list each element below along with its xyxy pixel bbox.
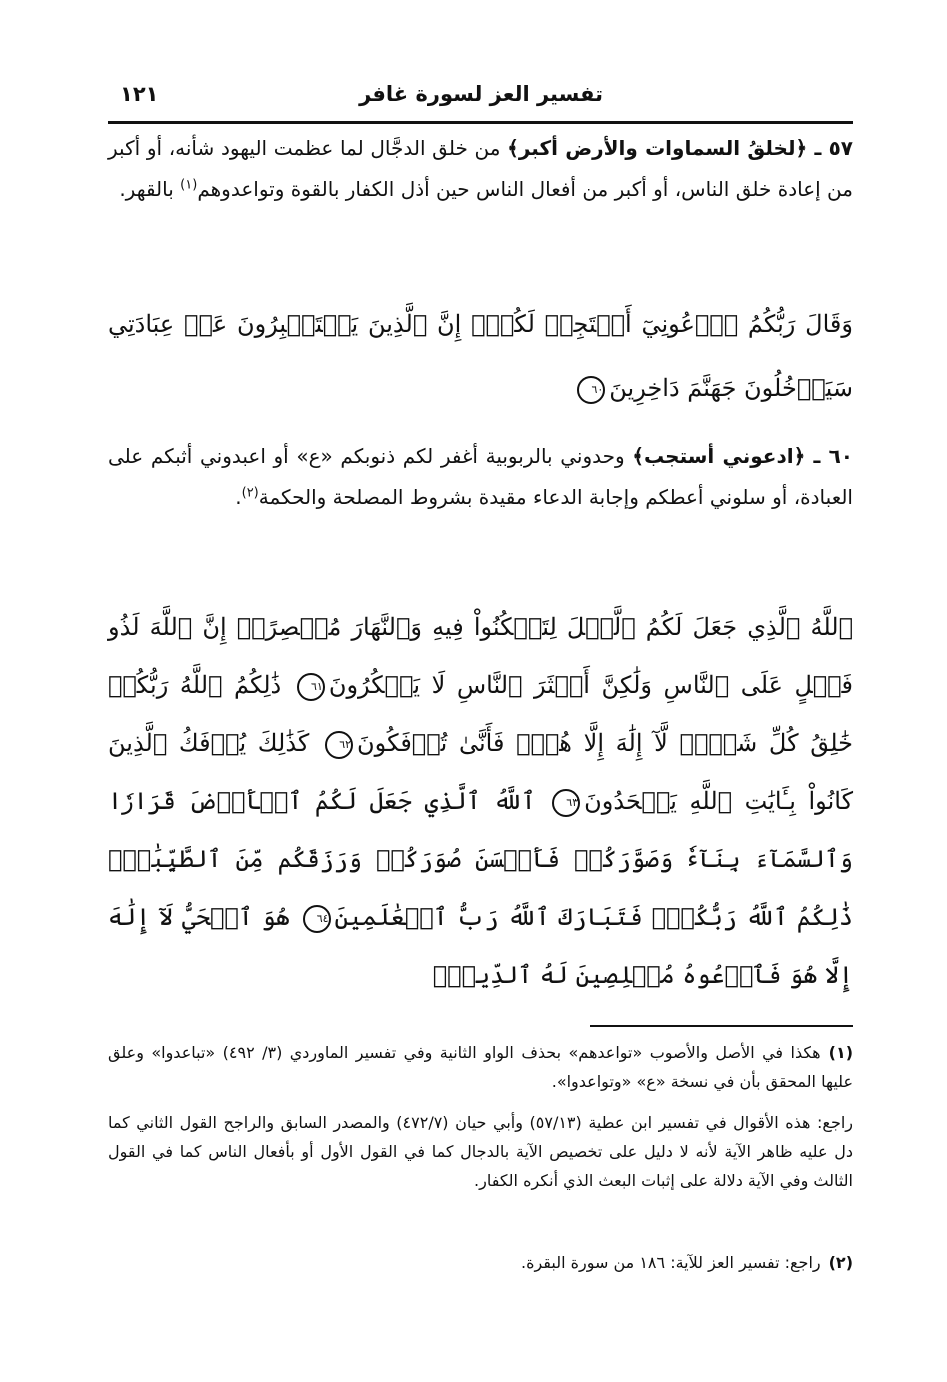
- verse-57-text-b: بالقهر.: [119, 177, 181, 201]
- quran-verse-62-text: ذَٰلِكُمُ ٱللَّهُ رَبُّكُمۡ خَٰلِقُ كُلِّ شَيۡءٖ لَّآ إِلَٰهَ إِلَّا هُوَۖ فَأَنَّىٰ تُؤۡفَكُونَ: [108, 671, 854, 757]
- footnote-1: [108, 1038, 853, 1096]
- verse-60-lead: ٦٠ ـ ﴿ادعوني أستجب﴾: [632, 444, 853, 468]
- footnote-1b-text: راجع: هذه الأقوال في تفسير ابن عطية (٥٧/١٣) وأبي حيان (٤٧٢/٧) والمصدر السابق والراجح القول الثاني كما دل عليه ظاهر الآية لأنه لا دليل على تخصيص الآية بالدجال كما في القول الأول أو بأفعال الناس كما في القول الثالث وفي الآية دلالة على إثبات البعث الذي أنكره الكفار.: [108, 1113, 853, 1190]
- running-title: تفسير العز لسورة غافر: [359, 82, 603, 106]
- footnote-1-text: هكذا في الأصل والأصوب «تواعدهم» بحذف الواو الثانية وفي تفسير الماوردي (٣/ ٤٩٢) «تباعدوا» وعلق عليها المحقق بأن في نسخة «ع» «وتواعدوا».: [108, 1043, 853, 1091]
- quran-verse-63-text: كَذَٰلِكَ يُؤۡفَكُ ٱلَّذِينَ كَانُواْ بِـَٔايَٰتِ ٱللَّهِ يَجۡحَدُونَ: [108, 729, 853, 815]
- quran-verse-60-text: وَقَالَ رَبُّكُمُ ٱدۡعُونِيٓ أَسۡتَجِبۡ لَكُمۡۚ إِنَّ ٱلَّذِينَ يَسۡتَكۡبِرُونَ عَنۡ عِبَادَتِي سَيَدۡخُلُونَ جَهَنَّمَ دَاخِرِينَ: [108, 310, 853, 402]
- quran-verse-60: [108, 292, 853, 420]
- header-divider: [108, 121, 853, 124]
- page-header: [108, 82, 853, 122]
- footnote-2-text: راجع: تفسير العز للآية: ١٨٦ من سورة البقرة.: [521, 1253, 821, 1272]
- ayah-marker-64: ٦٤: [303, 905, 331, 933]
- quran-verse-61-text: ٱللَّهُ ٱلَّذِي جَعَلَ لَكُمُ ٱلَّيۡلَ لِتَسۡكُنُواْ فِيهِ وَٱلنَّهَارَ مُبۡصِرًاۚ إِنَّ ٱللَّهَ لَذُو فَضۡلٍ عَلَى ٱلنَّاسِ وَلَٰكِنَّ أَكۡثَرَ ٱلنَّاسِ لَا يَشۡكُرُونَ: [108, 613, 853, 699]
- commentary-verse-57: [108, 128, 853, 210]
- ayah-marker-60: ٦٠: [577, 376, 605, 404]
- footnote-1-number: (١): [828, 1043, 854, 1062]
- quran-verses-61-65: [108, 598, 853, 1004]
- verse-60-text-a: وحدوني بالربوبية أغفر لكم ذنوبكم «ع» أو اعبدوني أثبكم على العبادة، أو سلوني أعطكم وإجابة الدعاء مقيدة بشروط المصلحة والحكمة: [108, 444, 853, 509]
- footnote-ref-1: (١): [180, 177, 198, 193]
- verse-57-lead: ٥٧ ـ ﴿لخلقُ السماوات والأرض أكبر﴾: [507, 136, 853, 160]
- commentary-verse-60: [108, 436, 853, 518]
- quran-verse-65-text: هُوَ ٱلۡحَيُّ لَآ إِلَٰهَ إِلَّا هُوَ فَٱدۡعُوهُ مُخۡلِصِينَ لَهُ ٱلدِّينَۗ: [108, 903, 853, 989]
- quran-verse-64-text: ٱللَّهُ ٱلَّذِي جَعَلَ لَكُمُ ٱلۡأَرۡضَ قَرَارٗا وَٱلسَّمَآءَ بِنَآءٗ وَصَوَّرَكُمۡ فَأَحۡسَنَ صُوَرَكُمۡ وَرَزَقَكُم مِّنَ ٱلطَّيِّبَٰتِۚ ذَٰلِكُمُ ٱللَّهُ رَبُّكُمۡۖ فَتَبَارَكَ ٱللَّهُ رَبُّ ٱلۡعَٰلَمِينَ: [108, 787, 853, 931]
- ayah-marker-62: ٦٢: [325, 731, 353, 759]
- ayah-marker-63: ٦٣: [552, 789, 580, 817]
- verse-60-text-b: .: [235, 485, 242, 509]
- ayah-marker-61: ٦١: [297, 673, 325, 701]
- footnote-2-number: (٢): [828, 1253, 853, 1272]
- footnote-divider: [590, 1025, 853, 1027]
- footnote-1-continued: [108, 1108, 853, 1195]
- page-number: ١٢١: [120, 82, 159, 106]
- footnote-ref-2: (٢): [241, 485, 259, 501]
- verse-57-text-a: من خلق الدجَّال لما عظمت اليهود شأنه، أو أكبر من إعادة خلق الناس، أو أكبر من أفعال الناس حين أذل الكفار بالقوة وتواعدوهم: [108, 136, 853, 201]
- footnote-2: [108, 1248, 853, 1277]
